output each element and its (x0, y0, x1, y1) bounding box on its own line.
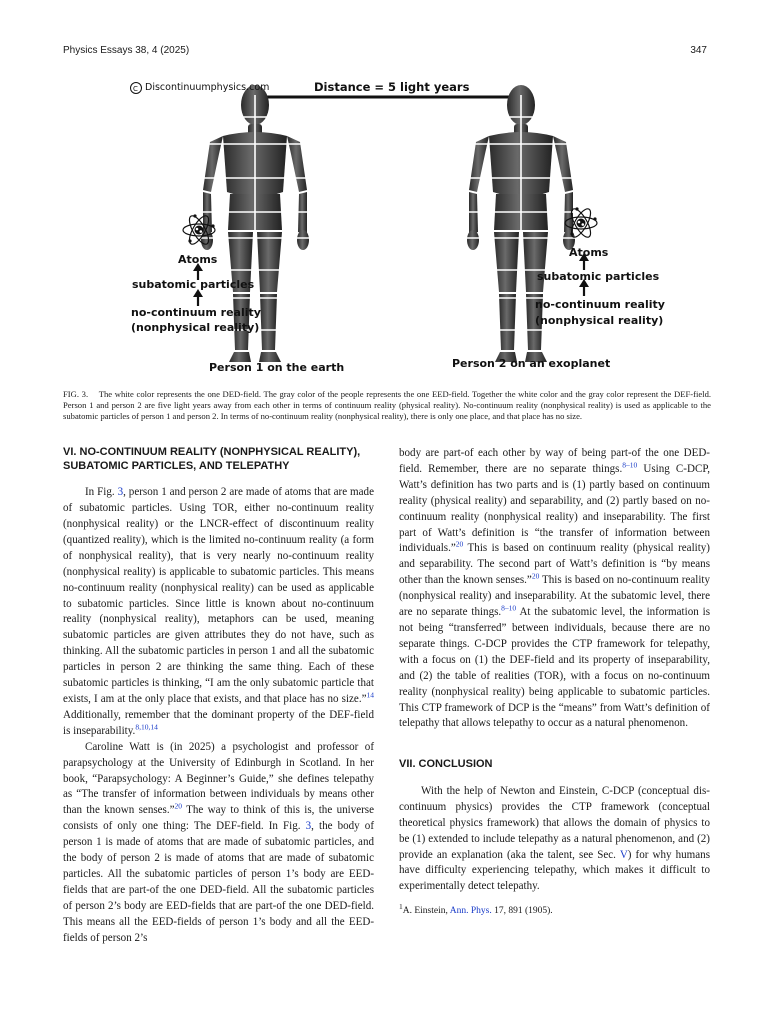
left-atoms-label: Atoms (178, 253, 218, 266)
person-1-label: Person 1 on the earth (209, 361, 345, 374)
distance-label: Distance = 5 light years (314, 80, 470, 94)
svg-text:C: C (133, 85, 138, 93)
paragraph-text: Using C-DCP, Watt’s definition has two parts and is (1) partly based on continuum reality (physical reality) and separability, and (2) partly based on no-continuum reality (nonphysical reality) and inseparability. The first part of Watt’s definition is “the transfer of information between individuals.” (399, 462, 710, 555)
figure-3-link[interactable]: 3 (117, 486, 124, 499)
citation-link[interactable]: 14 (366, 690, 374, 700)
section-7-heading: VII. CONCLUSION (399, 758, 493, 771)
page-number: 347 (690, 45, 707, 56)
paragraph-text: This is based on continuum reality (physical reality) and separability. The second part of Watt’s definition is “by means other than the known senses.” (399, 542, 710, 587)
right-atoms-label: Atoms (569, 246, 609, 259)
footnote-journal-link[interactable]: Ann. Phys. (449, 906, 492, 917)
section-v-link[interactable]: V (619, 848, 628, 861)
section-7-paragraph-1: With the help of Newton and Einstein, C-DCP (conceptual dis-continuum physics) provides the CTP framework (conceptual theoretical physics framework) that allows the domain of physics to be (1) extended to include telepathy as a natural phenomenon, and (2) provide an explanation (aka the talent, see Sec. V) for why humans have difficulty experiencing telepathy, which makes it difficult to experimentally detect telepathy. (399, 784, 710, 893)
paragraph-text: This is based on no-continuum reality (nonphysical reality) and inseparability. At the subatomic level, there are no separate things. (399, 574, 710, 619)
figure-caption (63, 389, 711, 423)
citation-link[interactable]: 8,10,14 (135, 722, 158, 732)
running-header-journal: Physics Essays 38, 4 (2025) (63, 45, 190, 56)
caption-label: FIG. 3. (63, 389, 89, 399)
citation-link[interactable]: 8–10 (501, 603, 517, 613)
right-column (399, 446, 710, 917)
section-6-paragraph-1: In Fig. 3, person 1 and person 2 are made of atoms that are made of subatomic particles. Using TOR, either no-continuum reality (nonphysical reality) or the LNCR-effect of discontinuum reality (quantized reality), which is the limited no-continuum reality (a form of nonphysical reality), that is very nearly no-continuum reality (nonphysical reality) is applicable to subatomic particles. This means no-continuum reality (nonphysical reality) can be used as applicable to subatomic particles. Since little is known about no-continuum reality (nonphysical reality), metaphors can be used, meaning subatomic particles are given attributes they do not have, such as thinking. All the subatomic particles in person 1 and all the subatomic particles in person 2 are thinking the same thing. Each of these subatomic particles is thinking, “I am the only subatomic particle that exists, I am at the only place that exists, and that place has no size.”$^{14}$ Additionally, remember that the dominant property of the DEF-field is inseparability.$^{8,10,14}$ (63, 486, 374, 737)
left-nocontinuum-label: no-continuum reality (131, 306, 261, 319)
section-6-heading: VI. NO-CONTINUUM REALITY (NONPHYSICAL REALITY), SUBATOMIC PARTICLES, AND TELEPATHY (63, 446, 361, 472)
citation-link[interactable]: 20 (174, 801, 183, 811)
right-nonphysical-label: (nonphysical reality) (535, 314, 664, 327)
caption-text: The white color represents the one DED-field. The gray color of the people represents the one EED-field. Together the white color and the gray color represent the DEF-field. Person 1 and person 2 are five light years away from each other in terms of continuum reality (physical reality). No-continuum reality (nonphysical reality) is used as applicable to the subatomic particles of person 1 and person 2. In terms of no-continuum reality (nonphysical reality), there is only one place, and that place has no size. (63, 389, 712, 422)
footnote-1: $^1$A. Einstein, Ann. Phys. 17, 891 (1905). (399, 902, 553, 917)
person-2-label: Person 2 on an exoplanet (452, 357, 611, 370)
left-column (63, 446, 374, 946)
figure-3-link[interactable]: 3 (305, 820, 312, 833)
section-6-paragraph-2: Caroline Watt is (in 2025) a psychologist and professor of parapsychology at the University of Edinburgh in Scotland. In her book, “Parapsychology: A Beginner’s Guide,” she defines telepathy as “The transfer of information between individuals by means other than the known senses.”$^{20}$ The way to think of this is, the universe consists of only one thing: The DEF-field. In Fig. 3, the body of person 1 is made of atoms that are made of subatomic particles, and the body of person 2 is made of atoms that are made of subatomic particles. All the subatomic particles of person 1’s body are EED-fields that are part-of the one DED-field. All the subatomic particles of person 2’s body are EED-fields that are part-of the one DED-field. This means all the EED-fields of person 1’s body and all the EED-fields of person 2’s (63, 740, 375, 944)
left-subatomic-label: subatomic particles (132, 278, 255, 291)
figure-watermark: Discontinuumphysics.com (145, 82, 270, 93)
paragraph-text: At the subatomic level, the information is not being “transferred” between individuals, because there are no separate things. C-DCP provides the CTP framework for telepathy, with a focus on (1) the DEF-field and its property of inseparability, and (2) the table of realities (TOR), with a focus on no-continuum reality (nonphysical reality) being applicable to subatomic particles. This CTP framework of DCP is the “means” from Watt’s definition of telepathy that allows telepathy to occur as a natural phenomenon. (399, 606, 710, 730)
section-6-paragraph-2-continued (399, 446, 710, 732)
left-nonphysical-label: (nonphysical reality) (131, 321, 260, 334)
citation-link[interactable]: 20 (455, 539, 464, 549)
right-subatomic-label: subatomic particles (537, 270, 660, 283)
right-nocontinuum-label: no-continuum reality (535, 298, 665, 311)
citation-link[interactable]: 8–10 (622, 460, 638, 470)
paragraph-text: body are part-of each other by way of being part-of the one DED-field. Remember, there are no separate things. (399, 447, 710, 475)
citation-link[interactable]: 20 (531, 571, 540, 581)
